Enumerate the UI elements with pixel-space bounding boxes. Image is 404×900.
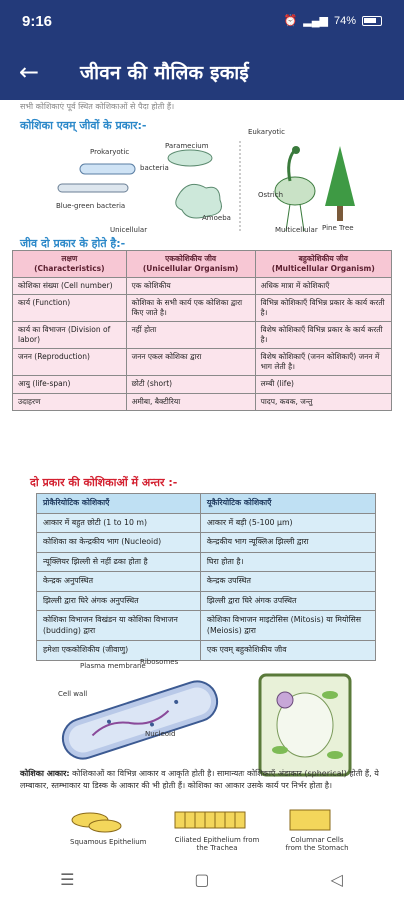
organism-comparison-table [12,250,392,411]
table2-header-prokaryotic: प्रोकैरियोटिक कोशिकाएँ [37,494,201,514]
table-cell: झिल्ली द्वारा घिरे अंगक अनुपस्थित [37,591,201,611]
table-cell: विशेष कोशिकाएँ विभिन्न प्रकार के कार्य करती है। [255,321,391,348]
label-columnar: Columnar Cells from the Stomach [285,836,349,852]
cell-shape-paragraph [20,768,390,791]
table-row [37,611,376,641]
content-area[interactable] [0,100,404,858]
table-row [37,572,376,592]
table-row [37,641,376,661]
table-cell: कार्य (Function) [13,294,127,321]
cutoff-text: सभी कोशिकाएं पूर्व स्थित कोशिकाओं से पैदा होती हैं। [20,102,175,111]
table-cell: केन्द्रक उपस्थित [200,572,375,592]
cell-difference-table [36,493,376,661]
label-paramecium: Paramecium [165,142,209,150]
table-cell: अधिक मात्रा में कोशिकाएँ [255,277,391,294]
table-cell: न्यूक्लियर झिल्ली से नहीं ढका होता है [37,552,201,572]
table-cell: झिल्ली द्वारा घिरे अंगक उपस्थित [200,591,375,611]
label-ostrich: Ostrich [258,191,284,199]
header-text: एककोशिकीय जीव [165,254,217,263]
header-text: (Unicellular Organism) [142,263,239,273]
back-button[interactable] [0,44,58,100]
table-row [37,513,376,533]
status-time: 9:16 [22,13,53,30]
status-icons [284,14,382,27]
header-text: (Multicellular Organism) [271,263,375,273]
label-blue-green: Blue-green bacteria [56,202,126,210]
table-cell: कोशिका के सभी कार्य एक कोशिका द्वारा किए जाते है। [126,294,255,321]
label-ribosomes: Ribosomes [140,658,179,666]
table-cell: हमेशा एककोशिकीय (जीवाणु) [37,641,201,661]
table1-header [255,251,391,278]
label-eukaryotic: Eukaryotic [248,128,285,136]
table-cell: कोशिका का केन्द्रकीय भाग (Nucleoid) [37,533,201,553]
label-nucleoid: Nucleoid [145,730,176,738]
table2-header-eukaryotic: यूकैरियोटिक कोशिकाएँ [200,494,375,514]
system-back-button[interactable] [307,864,367,894]
label-ciliated: Ciliated Epithelium from the Trachea [174,836,260,852]
system-nav-bar [0,858,404,900]
app-bar [0,44,404,100]
label-unicellular: Unicellular [110,226,148,234]
table1-header [13,251,127,278]
table-cell: केन्द्रक अनुपस्थित [37,572,201,592]
header-text: (Characteristics) [34,263,105,273]
recents-icon: ☰ [60,869,75,889]
table-cell: जनन (Reproduction) [13,349,127,376]
table-cell: घिरा होता है। [200,552,375,572]
table-row [13,294,392,321]
heading-cell-differences: दो प्रकार की कोशिकाओं में अन्तर :- [30,476,178,489]
table-cell: विभिन्न कोशिकाएँ विभिन्न प्रकार के कार्य करती है। [255,294,391,321]
home-button[interactable] [172,864,232,894]
paragraph-title: कोशिका आकार: [20,769,70,778]
table-cell: कोशिका विभाजन माइटोसिस (Mitosis) या मियोसिस (Meiosis) द्वारा [200,611,375,641]
label-amoeba: Amoeba [202,214,231,222]
battery-icon [362,16,382,26]
signal-icon: ▂▄▆ [303,15,328,27]
table-cell: अमीबा, बैक्टीरिया [126,393,255,410]
table-cell: नहीं होता [126,321,255,348]
table-cell: विशेष कोशिकाएँ (जनन कोशिकाएँ) जनन में भाग लेती है। [255,349,391,376]
page-title: जीवन की मौलिक इकाई [80,62,249,84]
table-row [13,376,392,393]
table-row [37,591,376,611]
home-icon: ▢ [194,869,210,889]
table1-header [126,251,255,278]
back-arrow-icon: ← [18,58,40,86]
table-cell: छोटी (short) [126,376,255,393]
table-row [37,533,376,553]
table-cell: कोशिका संख्या (Cell number) [13,277,127,294]
table-cell: पादप, कवक, जन्तु [255,393,391,410]
label-cell-wall: Cell wall [58,690,88,698]
table-cell: केन्द्रकीय भाग न्यूक्लिअ झिल्ली द्वारा [200,533,375,553]
header-text: लक्षण [61,254,78,263]
table-row [13,321,392,348]
status-bar [0,0,404,44]
alarm-icon: ⏰ [283,15,298,27]
figure-cell-types [50,128,370,236]
table-cell: आयु (life-span) [13,376,127,393]
table-cell: लम्बी (life) [255,376,391,393]
label-multicellular: Multicellular [275,226,318,234]
table-cell: आकार में बड़ी (5-100 μm) [200,513,375,533]
table-cell: एक कोशिकीय [126,277,255,294]
label-pine-tree: Pine Tree [322,224,354,232]
label-squamous: Squamous Epithelium [70,838,147,846]
table-cell: कार्य का विभाजन (Division of labor) [13,321,127,348]
figure-epithelium [60,808,360,853]
table-row [13,349,392,376]
table-cell: आकार में बहुत छोटी (1 to 10 m) [37,513,201,533]
back-triangle-icon: ◁ [330,869,343,889]
table-cell: कोशिका विभाजन विखंडन या कोशिका विभाजन (budding) द्वारा [37,611,201,641]
label-prokaryotic: Prokaryotic [90,148,130,156]
recents-button[interactable] [37,864,97,894]
battery-percent: 74% [333,14,356,27]
table-cell: उदाहरण [13,393,127,410]
heading-cell-types: कोशिका एवम् जीवों के प्रकार:- [20,119,147,132]
label-bacteria: bacteria [140,164,169,172]
label-plasma-membrane: Plasma membrane [80,662,146,670]
table-cell: एक एवम् बहुकोशिकीय जीव [200,641,375,661]
table-cell: जनन एकल कोशिका द्वारा [126,349,255,376]
table-row [13,393,392,410]
table-row [13,277,392,294]
table-row [37,552,376,572]
header-text: बहुकोशिकीय जीव [298,254,348,263]
paragraph-text: कोशिकाओं का विभिन्न आकार व आकृति होती है। सामान्यतः कोशिकाएँ अंडाकार (spherical) होती हैं, ये लम्बाकार, स्तम्भाकार या डिस्क के आकार की भी होती हैं। कोशिका का आकार उसके कार्य पर निर्भर होता है। [20,769,379,790]
heading-organism-types: जीव दो प्रकार के होते है:- [20,237,126,250]
figure-cell-diagrams [50,658,370,780]
